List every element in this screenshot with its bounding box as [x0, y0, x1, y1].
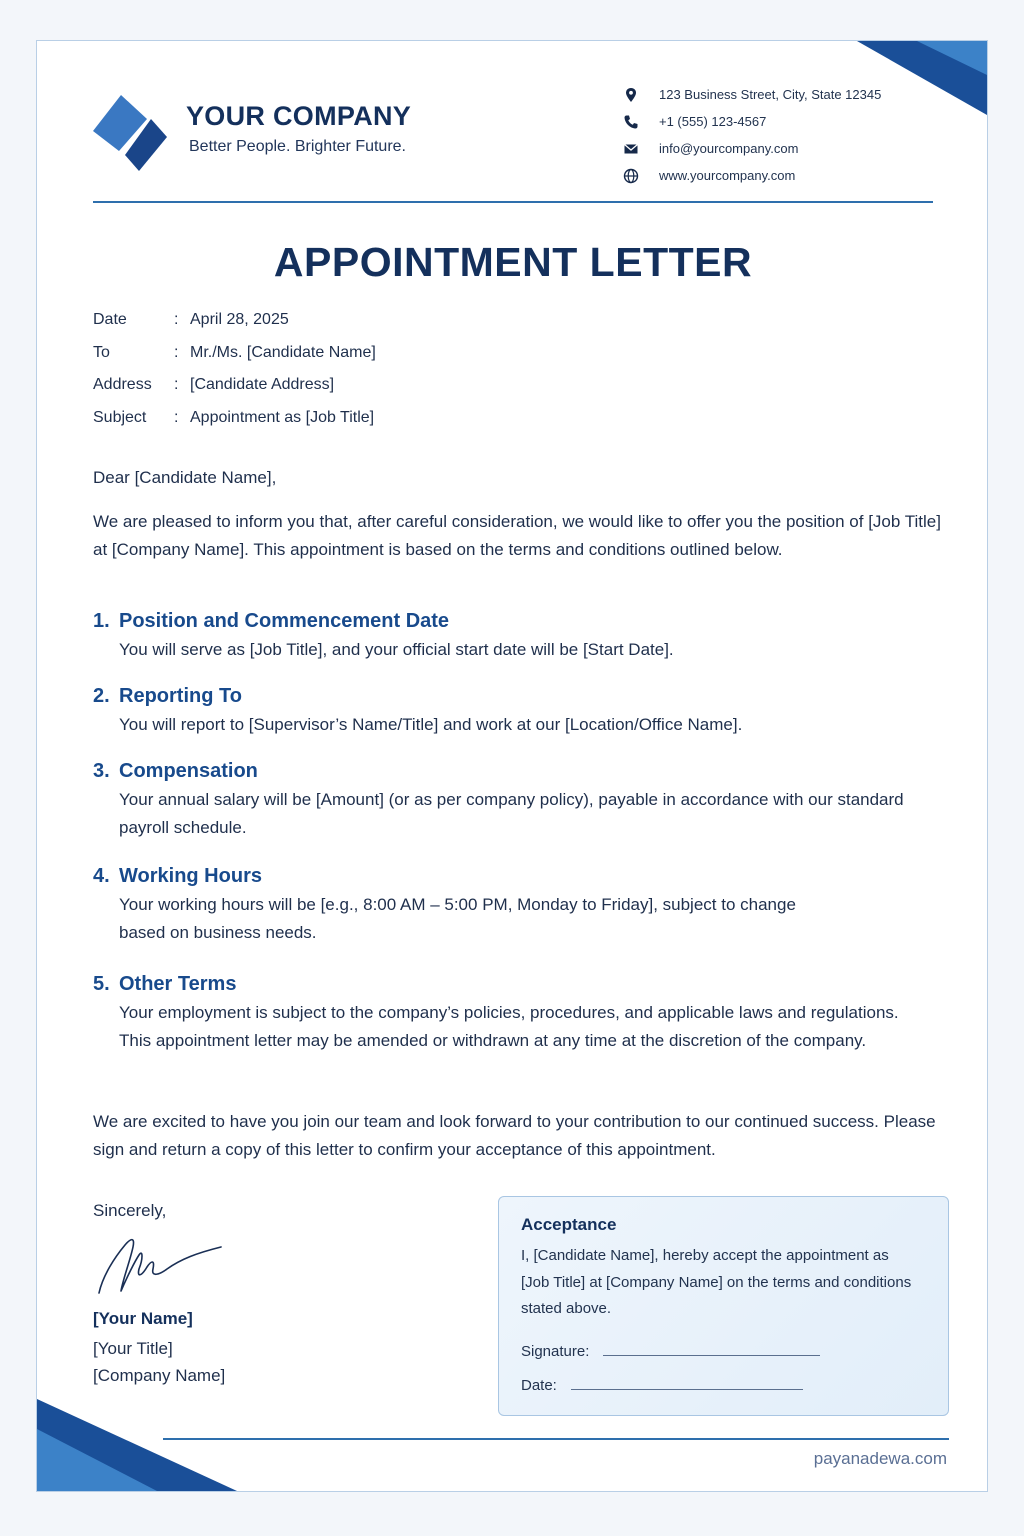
meta-value: Mr./Ms. [Candidate Name] [190, 343, 376, 361]
contact-phone-text: +1 (555) 123-4567 [659, 114, 767, 129]
section-number: 4. [93, 864, 110, 887]
contact-website-text: www.yourcompany.com [659, 168, 796, 183]
meta-colon: : [174, 376, 179, 393]
date-field[interactable] [521, 1377, 803, 1394]
intro-paragraph: We are pleased to inform you that, after careful consideration, we would like to offer you the position of [Job Title] at [Company Name]. This appointment is based on the terms and conditions outlined below. [93, 512, 941, 559]
section-heading [93, 756, 913, 786]
section-title: Other Terms [119, 972, 237, 995]
envelope-icon [623, 141, 639, 157]
meta-label: Subject [93, 408, 147, 426]
signature-label: Signature: [521, 1343, 590, 1360]
section-number: 3. [93, 759, 110, 782]
acceptance-text: I, [Candidate Name], hereby accept the appointment as [Job Title] at [Company Name] on the terms and conditions stated above. [521, 1247, 912, 1317]
meta-value: Appointment as [Job Title] [190, 408, 375, 426]
meta-label: Address [93, 376, 152, 393]
meta-label: Date [93, 311, 127, 328]
section-heading [93, 969, 913, 999]
signer-title: [Your Title] [93, 1339, 173, 1358]
meta-to [93, 344, 376, 377]
meta-address [93, 376, 376, 409]
header-divider [93, 201, 933, 203]
contact-address-text: 123 Business Street, City, State 12345 [659, 87, 882, 102]
signature-field[interactable] [521, 1343, 820, 1360]
letter-page [36, 40, 988, 1492]
meta-date [93, 311, 376, 344]
date-label: Date: [521, 1377, 557, 1394]
signer-name: [Your Name] [93, 1309, 193, 1328]
section-reporting [93, 681, 913, 739]
company-logo-icon [91, 95, 167, 171]
signature-line[interactable] [603, 1355, 820, 1356]
meta-colon: : [174, 311, 179, 328]
footer-divider [163, 1438, 949, 1440]
location-pin-icon [623, 87, 639, 103]
footer-website: payanadewa.com [813, 1449, 947, 1468]
section-text: Your annual salary will be [Amount] (or as per company policy), payable in accordance with our standard payroll schedule. [119, 790, 904, 837]
section-title: Reporting To [119, 684, 242, 707]
meta-subject [93, 409, 376, 442]
signer-company: [Company Name] [93, 1366, 226, 1385]
closing-salutation: Sincerely, [93, 1201, 167, 1220]
company-tagline: Better People. Brighter Future. [189, 138, 406, 155]
section-heading [93, 861, 913, 891]
section-heading [93, 681, 913, 711]
section-text: You will report to [Supervisor’s Name/Title] and work at our [Location/Office Name]. [119, 715, 743, 734]
handwritten-signature [93, 1229, 233, 1301]
section-title: Working Hours [119, 864, 262, 887]
meta-colon: : [174, 408, 179, 426]
salutation: Dear [Candidate Name], [93, 468, 277, 487]
contact-email [623, 135, 881, 162]
section-title: Position and Commencement Date [119, 609, 450, 632]
section-number: 1. [93, 609, 110, 632]
meta-value: April 28, 2025 [190, 311, 289, 328]
contact-website [623, 162, 881, 189]
section-working-hours [93, 861, 913, 947]
date-line[interactable] [571, 1389, 803, 1390]
contact-info [623, 81, 881, 189]
contact-phone [623, 108, 881, 135]
section-title: Compensation [119, 759, 258, 782]
contact-email-text: info@yourcompany.com [659, 141, 799, 156]
section-text: You will serve as [Job Title], and your official start date will be [Start Date]. [119, 640, 674, 659]
section-other-terms [93, 969, 913, 1055]
acceptance-box [498, 1196, 949, 1416]
section-text: Your employment is subject to the company’s policies, procedures, and applicable laws and regulations. This appointment letter may be amended or withdrawn at any time at the discretion of the company. [119, 1003, 899, 1050]
meta-label: To [93, 343, 110, 361]
contact-address [623, 81, 881, 108]
phone-icon [623, 114, 639, 130]
meta-value: [Candidate Address] [190, 376, 335, 393]
section-heading [93, 606, 913, 636]
section-compensation [93, 756, 913, 842]
letter-meta [93, 311, 376, 441]
section-position [93, 606, 913, 664]
section-number: 5. [93, 972, 110, 995]
meta-colon: : [174, 343, 179, 361]
section-text: Your working hours will be [e.g., 8:00 AM – 5:00 PM, Monday to Friday], subject to change based on business needs. [119, 895, 796, 942]
letter-title: APPOINTMENT LETTER [273, 239, 753, 285]
closing-paragraph: We are excited to have you join our team and look forward to your contribution to our continued success. Please sign and return a copy of this letter to confirm your acceptance of this appointment. [93, 1112, 936, 1159]
section-number: 2. [93, 684, 110, 707]
company-name: YOUR COMPANY [186, 101, 412, 131]
globe-icon [623, 168, 639, 184]
corner-decoration-bottom-left [37, 1399, 237, 1491]
acceptance-title: Acceptance [521, 1215, 617, 1234]
